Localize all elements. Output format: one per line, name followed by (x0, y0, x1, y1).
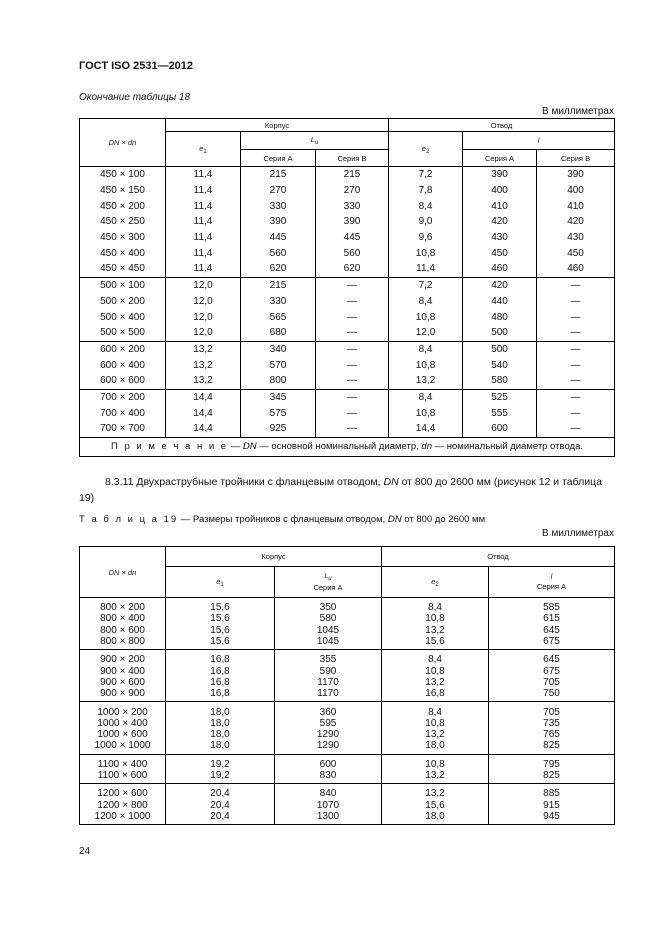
table-cell: — (316, 357, 389, 373)
table-cell: 12,0 (166, 294, 241, 310)
table-row (80, 811, 615, 825)
table-cell: 10,8 (382, 613, 489, 624)
table-row (80, 688, 615, 702)
table-cell: 1200 × 1000 (80, 811, 166, 825)
table-cell: 450 × 250 (80, 214, 166, 230)
table-18 (79, 118, 615, 457)
header-branch: Отвод (389, 119, 615, 132)
table-cell: — (537, 389, 615, 405)
table-cell: — (316, 405, 389, 421)
table-cell: — (316, 309, 389, 325)
table-cell: 735 (489, 718, 615, 729)
table-row (80, 625, 615, 636)
table-cell: 12,0 (389, 325, 463, 341)
table-cell: 560 (241, 245, 316, 261)
header-dn: DN × dn (80, 547, 166, 598)
header-l: l (463, 132, 615, 150)
table-cell: — (537, 357, 615, 373)
table-cell: 18,0 (166, 729, 275, 740)
table-cell: — (537, 341, 615, 357)
table-cell: 700 × 400 (80, 405, 166, 421)
table-cell: 1045 (275, 636, 382, 650)
table-cell: 8,4 (389, 294, 463, 310)
table-cell: 585 (489, 598, 615, 614)
table-row (80, 770, 615, 784)
table-cell: 390 (241, 214, 316, 230)
table-cell: 10,8 (389, 405, 463, 421)
table-cell: 270 (316, 183, 389, 199)
table-cell: 12,0 (166, 325, 241, 341)
table-cell: 800 × 200 (80, 598, 166, 614)
table-cell: 10,8 (389, 357, 463, 373)
table-row (80, 214, 615, 230)
table-row (80, 784, 615, 800)
table-cell: 345 (241, 389, 316, 405)
table-cell: 11,4 (166, 245, 241, 261)
table-cell: 480 (463, 309, 537, 325)
table-cell: 1200 × 600 (80, 784, 166, 800)
table-row (80, 677, 615, 688)
table-row (80, 636, 615, 650)
table-cell: — (537, 277, 615, 293)
table-cell: — (316, 294, 389, 310)
table-row (80, 405, 615, 421)
table-cell: 800 (241, 373, 316, 389)
table-cell: 16,8 (166, 677, 275, 688)
table-cell: 11,4 (166, 230, 241, 246)
table-cell: 430 (463, 230, 537, 246)
table-row (80, 729, 615, 740)
table-row (80, 718, 615, 729)
table-cell: 590 (275, 665, 382, 676)
table-cell: 10,8 (382, 665, 489, 676)
table-cell: 16,8 (166, 688, 275, 702)
table-cell: 11,4 (166, 214, 241, 230)
table-cell: 19,2 (166, 770, 275, 784)
table-cell: 430 (537, 230, 615, 246)
table-cell: 10,8 (389, 309, 463, 325)
table-cell: 420 (463, 214, 537, 230)
table-cell: 600 × 400 (80, 357, 166, 373)
table-cell: 7,2 (389, 167, 463, 183)
table-cell: 390 (316, 214, 389, 230)
table-cell: 460 (537, 261, 615, 277)
table19-units: В миллиметрах (542, 528, 614, 539)
table-cell: 595 (275, 718, 382, 729)
table-cell: 1000 × 400 (80, 718, 166, 729)
table-row (80, 357, 615, 373)
table-cell: 13,2 (166, 357, 241, 373)
table-row (80, 245, 615, 261)
table-cell: 14,4 (389, 421, 463, 437)
table-cell: — (537, 373, 615, 389)
table-cell: 885 (489, 784, 615, 800)
table-cell: 15,6 (166, 636, 275, 650)
table-cell: 11,4 (166, 261, 241, 277)
table-cell: 20,4 (166, 799, 275, 810)
table18-units: В миллиметрах (542, 106, 614, 117)
table-cell: 8,4 (382, 650, 489, 666)
table-row (80, 309, 615, 325)
table-cell: 10,8 (382, 754, 489, 770)
table-cell: 8,4 (382, 598, 489, 614)
table-cell: 215 (241, 167, 316, 183)
table-cell: — (316, 325, 389, 341)
table-cell: 1070 (275, 799, 382, 810)
table-cell: — (537, 294, 615, 310)
table-cell: 645 (489, 650, 615, 666)
table-cell: 13,2 (382, 784, 489, 800)
table-cell: 330 (241, 198, 316, 214)
table-cell: 500 × 200 (80, 294, 166, 310)
table-cell: 500 × 100 (80, 277, 166, 293)
table-cell: 450 (537, 245, 615, 261)
table-cell: 900 × 600 (80, 677, 166, 688)
table-cell: 15,6 (166, 613, 275, 624)
table-row (80, 183, 615, 199)
table-cell: 440 (463, 294, 537, 310)
table-cell: 450 × 150 (80, 183, 166, 199)
table-cell: 825 (489, 740, 615, 754)
table-cell: 20,4 (166, 811, 275, 825)
table-cell: 10,8 (389, 245, 463, 261)
table-cell: 580 (275, 613, 382, 624)
table-cell: 1000 × 1000 (80, 740, 166, 754)
table-cell: 1000 × 600 (80, 729, 166, 740)
table-cell: 580 (463, 373, 537, 389)
table-row (80, 277, 615, 293)
table-cell: 900 × 400 (80, 665, 166, 676)
table-cell: 1170 (275, 677, 382, 688)
table-cell: 1045 (275, 625, 382, 636)
table-cell: 355 (275, 650, 382, 666)
table-cell: 11,4 (166, 167, 241, 183)
header-e2: $e_2$ (382, 567, 489, 598)
table-cell: 215 (241, 277, 316, 293)
table-cell: 13,2 (166, 341, 241, 357)
table-cell: 10,8 (382, 718, 489, 729)
table-cell: 11,4 (389, 261, 463, 277)
table-row (80, 702, 615, 718)
table-cell: 1100 × 600 (80, 770, 166, 784)
header-l: l Серия А (489, 567, 615, 598)
table-row (80, 294, 615, 310)
table-cell: — (316, 341, 389, 357)
table19-body (80, 598, 615, 825)
table-cell: 9,0 (389, 214, 463, 230)
table-row (80, 198, 615, 214)
table-cell: 13,2 (382, 677, 489, 688)
table-cell: 7,8 (389, 183, 463, 199)
header-body: Корпус (166, 119, 389, 132)
table-cell: — (316, 421, 389, 437)
table-cell: 420 (463, 277, 537, 293)
header-dn: DN × dn (80, 119, 166, 167)
table-cell: 410 (537, 198, 615, 214)
table-cell: 600 × 200 (80, 341, 166, 357)
table-cell: 565 (241, 309, 316, 325)
table-cell: 945 (489, 811, 615, 825)
table-cell: 330 (316, 198, 389, 214)
table-cell: 1300 (275, 811, 382, 825)
table-cell: 450 × 300 (80, 230, 166, 246)
table-cell: 825 (489, 770, 615, 784)
table-cell: 12,0 (166, 309, 241, 325)
table-cell: 350 (275, 598, 382, 614)
table-cell: 615 (489, 613, 615, 624)
header-l-series-b: Серия В (537, 150, 615, 167)
table18-note: П р и м е ч а н и е — DN — основной номинальный диаметр, dn — номинальный диаметр отвода. (80, 437, 615, 456)
table-cell: 9,6 (389, 230, 463, 246)
table-cell: 525 (463, 389, 537, 405)
table-cell: 450 × 400 (80, 245, 166, 261)
header-body: Корпус (166, 547, 382, 567)
table-cell: 7,2 (389, 277, 463, 293)
table-cell: 11,4 (166, 183, 241, 199)
table-cell: 1000 × 200 (80, 702, 166, 718)
table-cell: 19,2 (166, 754, 275, 770)
table-cell: 700 × 700 (80, 421, 166, 437)
table-cell: 330 (241, 294, 316, 310)
table-cell: 16,8 (166, 650, 275, 666)
table-cell: 13,2 (389, 373, 463, 389)
header-lu-series-b: Серия В (316, 150, 389, 167)
table-cell: 13,2 (382, 625, 489, 636)
table-cell: 13,2 (166, 373, 241, 389)
table-cell: 15,6 (382, 799, 489, 810)
table-cell: 620 (316, 261, 389, 277)
table-cell: 1290 (275, 740, 382, 754)
header-lu: $L_u$ (241, 132, 389, 150)
table-cell: 800 × 800 (80, 636, 166, 650)
table-cell: 1200 × 800 (80, 799, 166, 810)
table-row (80, 230, 615, 246)
table-cell: 1290 (275, 729, 382, 740)
document-title: ГОСТ ISO 2531—2012 (79, 60, 194, 72)
table-cell: — (316, 277, 389, 293)
table-cell: — (316, 389, 389, 405)
header-l-series-a: Серия А (463, 150, 537, 167)
table-cell: — (537, 421, 615, 437)
table-row (80, 167, 615, 183)
table-cell: 390 (463, 167, 537, 183)
table-cell: — (537, 405, 615, 421)
table-cell: 915 (489, 799, 615, 810)
page-number: 24 (79, 846, 91, 857)
table-row (80, 325, 615, 341)
table-cell: 410 (463, 198, 537, 214)
table-cell: 555 (463, 405, 537, 421)
table-cell: 8,4 (389, 198, 463, 214)
table-cell: 11,4 (166, 198, 241, 214)
table-cell: 400 (537, 183, 615, 199)
table18-body (80, 167, 615, 438)
table-cell: 15,6 (166, 625, 275, 636)
table-cell: 540 (463, 357, 537, 373)
table-cell: 705 (489, 702, 615, 718)
table-cell: 15,6 (166, 598, 275, 614)
table18-caption: Окончание таблицы 18 (79, 92, 191, 103)
table-cell: 18,0 (166, 702, 275, 718)
table-cell: 675 (489, 636, 615, 650)
table-cell: 925 (241, 421, 316, 437)
table-row (80, 341, 615, 357)
header-branch: Отвод (382, 547, 615, 567)
table-cell: 16,8 (166, 665, 275, 676)
table-row (80, 261, 615, 277)
table-cell: 750 (489, 688, 615, 702)
table-cell: 830 (275, 770, 382, 784)
table-cell: 675 (489, 665, 615, 676)
table-cell: 795 (489, 754, 615, 770)
table-cell: 570 (241, 357, 316, 373)
table-cell: 500 × 500 (80, 325, 166, 341)
header-lu: Lu Серия А (275, 567, 382, 598)
header-lu-series-a: Серия А (241, 150, 316, 167)
table-cell: 620 (241, 261, 316, 277)
table-row (80, 740, 615, 754)
table-cell: 360 (275, 702, 382, 718)
table-cell: 460 (463, 261, 537, 277)
table-cell: 560 (316, 245, 389, 261)
table-cell: 13,2 (382, 729, 489, 740)
table-cell: 8,4 (389, 341, 463, 357)
table-cell: 340 (241, 341, 316, 357)
table-cell: 18,0 (382, 811, 489, 825)
table-cell: 450 × 450 (80, 261, 166, 277)
table-row (80, 421, 615, 437)
table-cell: 600 × 600 (80, 373, 166, 389)
table-cell: 680 (241, 325, 316, 341)
table-cell: — (537, 309, 615, 325)
table-cell: 15,6 (382, 636, 489, 650)
table-cell: 800 × 400 (80, 613, 166, 624)
header-e1: $e_1$ (166, 567, 275, 598)
table-row (80, 613, 615, 624)
table-cell: 500 × 400 (80, 309, 166, 325)
table-cell: 1170 (275, 688, 382, 702)
header-e2: $e_2$ (389, 132, 463, 167)
table-row (80, 754, 615, 770)
table-row (80, 389, 615, 405)
table-cell: 18,0 (166, 740, 275, 754)
table-cell: 600 (463, 421, 537, 437)
table-cell: 20,4 (166, 784, 275, 800)
table-cell: 645 (489, 625, 615, 636)
header-e1: $e_1$ (166, 132, 241, 167)
table-cell: 16,8 (382, 688, 489, 702)
table-cell: 900 × 200 (80, 650, 166, 666)
table-cell: 1100 × 400 (80, 754, 166, 770)
table-cell: 400 (463, 183, 537, 199)
table-cell: 270 (241, 183, 316, 199)
table-cell: 575 (241, 405, 316, 421)
table-row (80, 650, 615, 666)
table-row (80, 665, 615, 676)
table-cell: 700 × 200 (80, 389, 166, 405)
table-cell: 800 × 600 (80, 625, 166, 636)
table-cell: 500 (463, 341, 537, 357)
table-row (80, 373, 615, 389)
table-cell: 445 (241, 230, 316, 246)
table-cell: 390 (537, 167, 615, 183)
table-19 (79, 546, 615, 825)
table-cell: 8,4 (382, 702, 489, 718)
table-cell: — (537, 325, 615, 341)
table-cell: 840 (275, 784, 382, 800)
table-cell: — (316, 373, 389, 389)
table-cell: 420 (537, 214, 615, 230)
table-cell: 18,0 (166, 718, 275, 729)
table-row (80, 799, 615, 810)
table-cell: 14,4 (166, 421, 241, 437)
table-cell: 705 (489, 677, 615, 688)
table-cell: 450 × 200 (80, 198, 166, 214)
table-cell: 18,0 (382, 740, 489, 754)
table-cell: 8,4 (389, 389, 463, 405)
table-cell: 12,0 (166, 277, 241, 293)
table-cell: 600 (275, 754, 382, 770)
table-cell: 14,4 (166, 389, 241, 405)
table-cell: 765 (489, 729, 615, 740)
table-cell: 215 (316, 167, 389, 183)
table-cell: 445 (316, 230, 389, 246)
table-cell: 14,4 (166, 405, 241, 421)
table-cell: 900 × 900 (80, 688, 166, 702)
section-paragraph: 8.3.11 Двухраструбные тройники с фланцевым отводом, DN от 800 до 2600 мм (рисунок 12 и таблица 19) (79, 476, 603, 504)
table-cell: 450 (463, 245, 537, 261)
table-cell: 450 × 100 (80, 167, 166, 183)
table-row (80, 598, 615, 614)
table-cell: 500 (463, 325, 537, 341)
table19-caption: Т а б л и ц а 19 — Размеры тройников с фланцевым отводом, DN от 800 до 2600 мм (79, 514, 486, 525)
table-cell: 13,2 (382, 770, 489, 784)
